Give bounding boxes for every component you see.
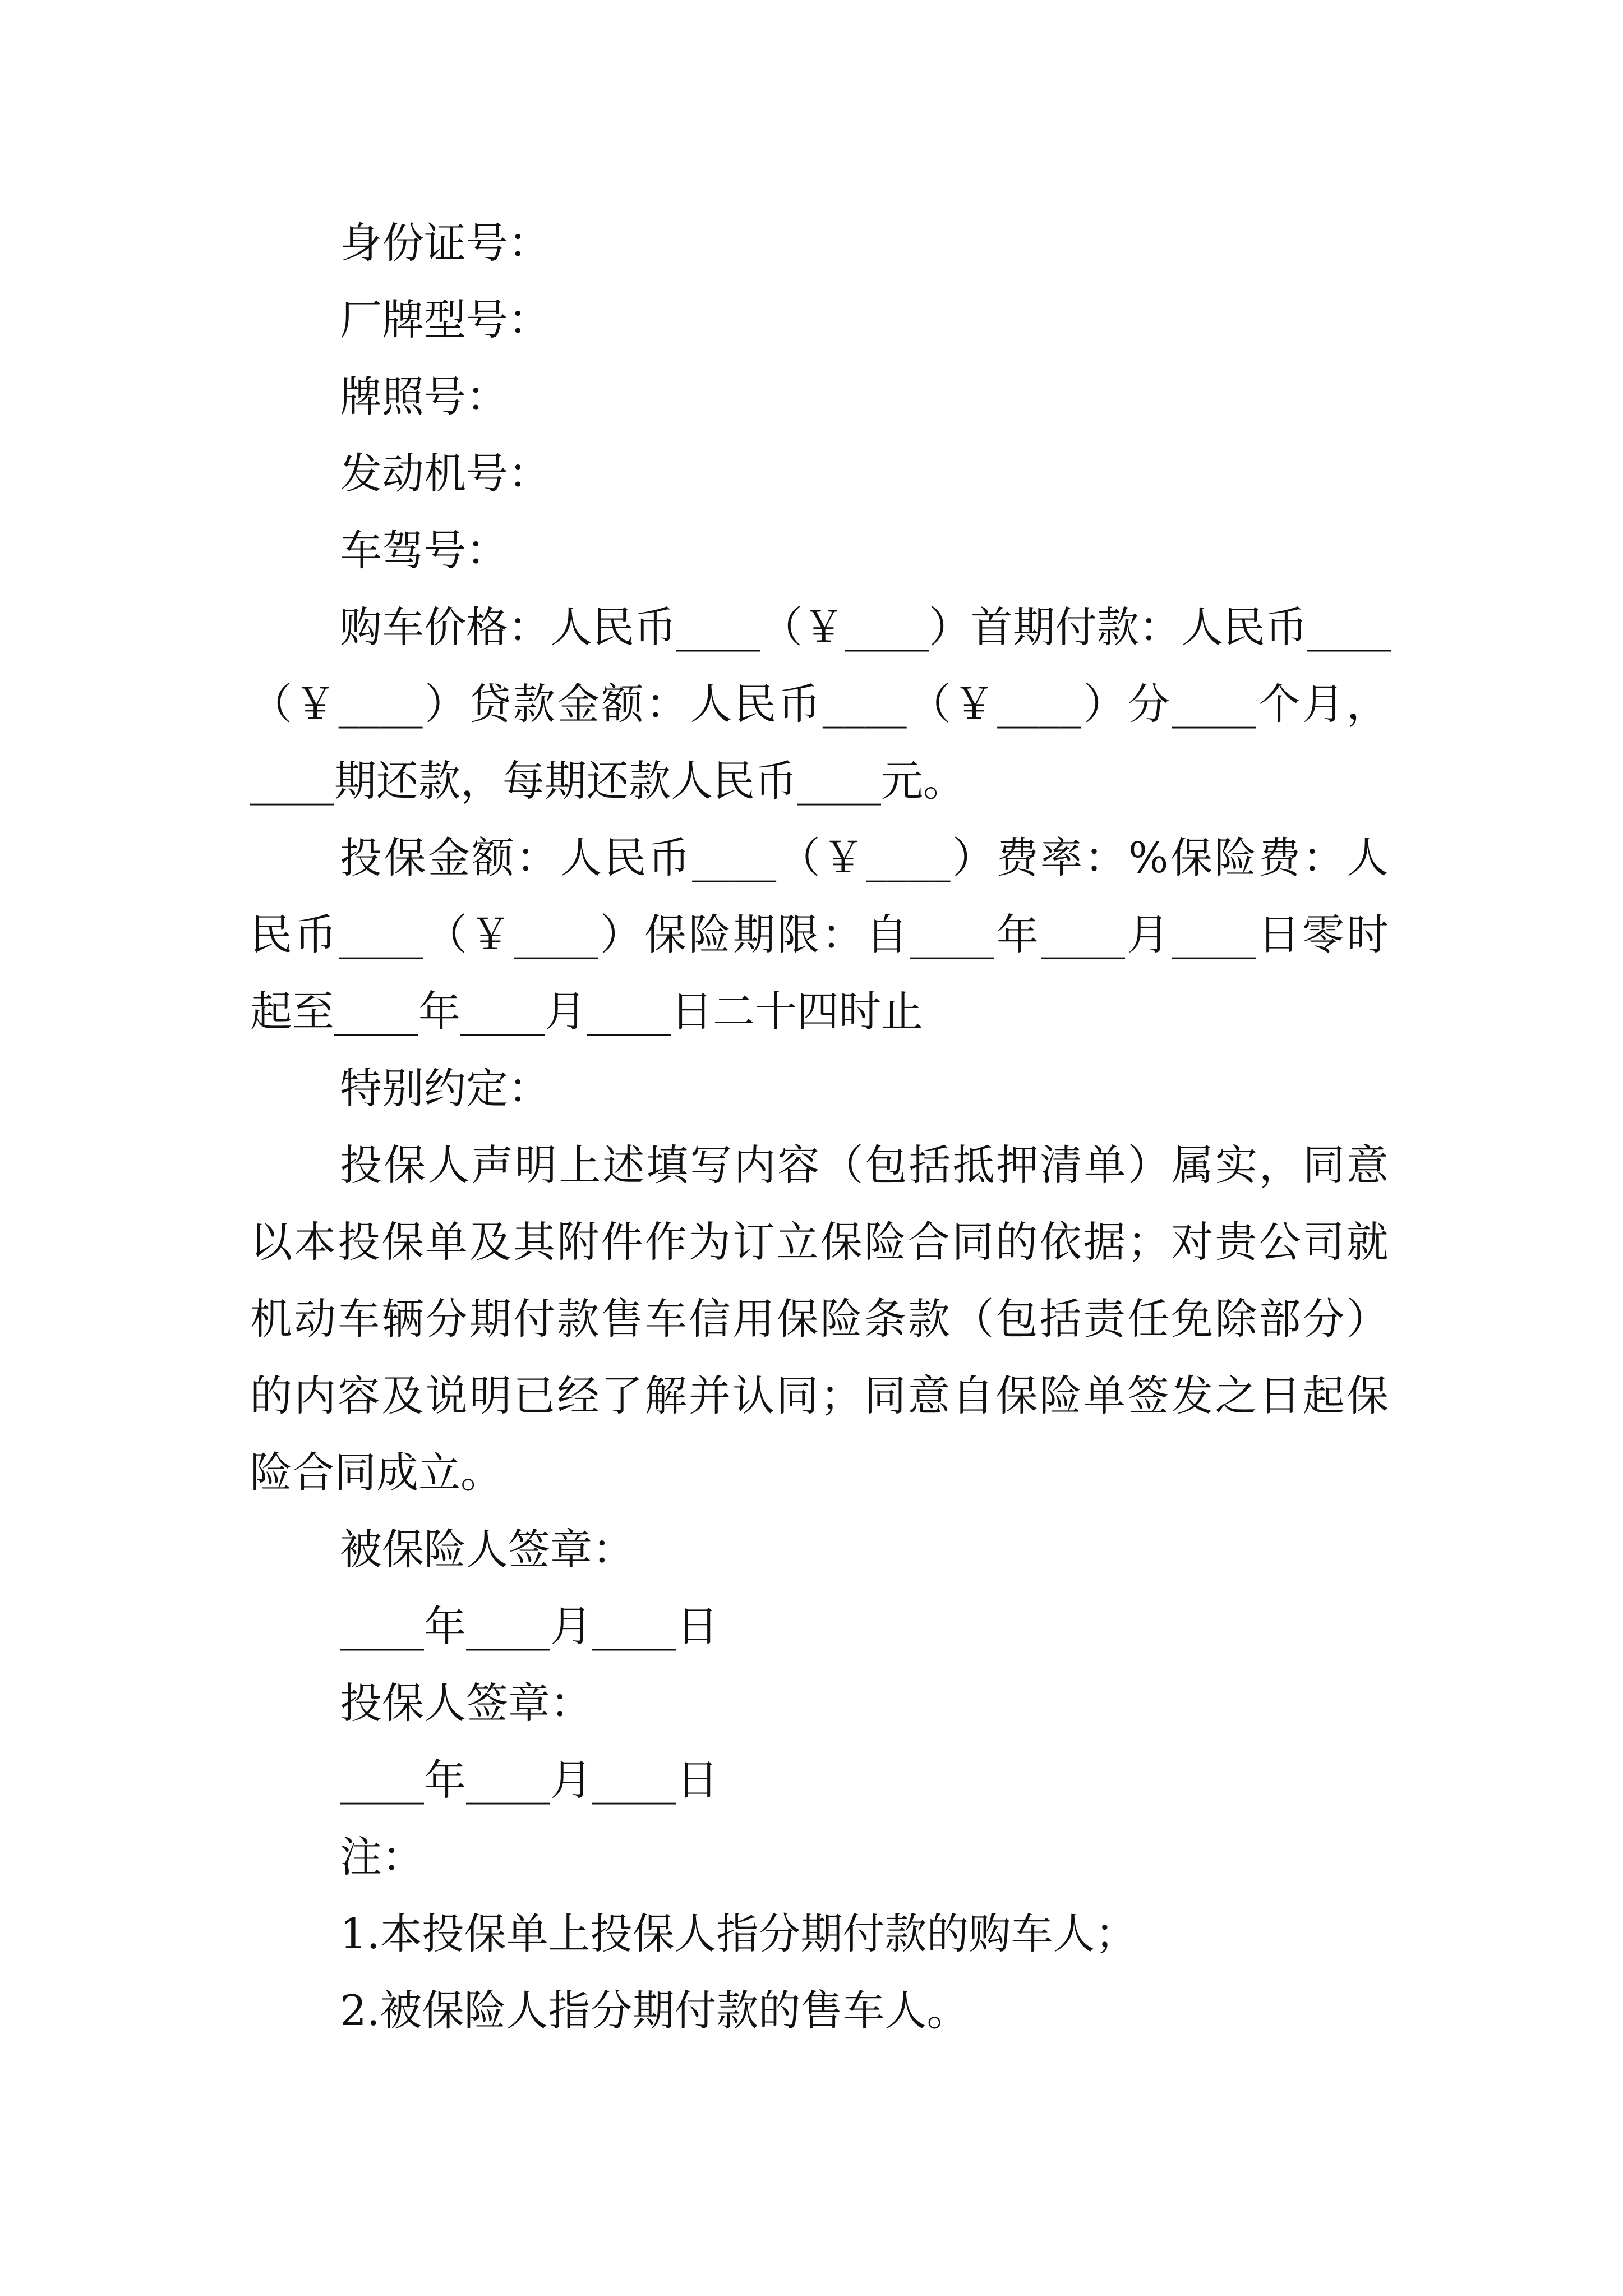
- document-line: 投保人声明上述填写内容（包括抵押清单）属实，同意: [340, 1140, 1389, 1190]
- document-line: （￥____）贷款金额：人民币____（￥____）分____个月，: [250, 679, 1389, 729]
- document-line: 的内容及说明已经了解并认同；同意自保险单签发之日起保: [250, 1371, 1389, 1420]
- document-line: 被保险人签章：: [340, 1525, 635, 1574]
- document-line: 1.本投保单上投保人指分期付款的购车人；: [340, 1909, 1137, 1958]
- document-line: ____期还款，每期还款人民币____元。: [250, 756, 966, 806]
- document-line: 特别约定：: [340, 1064, 551, 1113]
- document-line: 投保人签章：: [340, 1678, 593, 1728]
- document-line: ____年____月____日: [340, 1602, 719, 1651]
- document-line: 民币____（￥____）保险期限：自____年____月____日零时: [250, 910, 1389, 959]
- document-line: 厂牌型号：: [340, 295, 551, 344]
- document-line: 以本投保单及其附件作为订立保险合同的依据；对贵公司就: [250, 1217, 1389, 1267]
- document-line: 起至____年____月____日二十四时止: [250, 987, 924, 1036]
- document-body: [250, 205, 1392, 2049]
- document-line: 注：: [340, 1832, 425, 1881]
- document-line: 购车价格：人民币____（￥____）首期付款：人民币____: [340, 602, 1392, 652]
- document-line: 投保金额：人民币____（￥____）费率：%保险费：人: [340, 833, 1389, 882]
- document-line: 机动车辆分期付款售车信用保险条款（包括责任免除部分）: [250, 1294, 1389, 1343]
- document-line: 2.被保险人指分期付款的售车人。: [340, 1986, 969, 2035]
- document-line: 发动机号：: [340, 449, 551, 498]
- document-line: ____年____月____日: [340, 1755, 719, 1805]
- document-line: 车驾号：: [340, 526, 509, 575]
- document-line: 险合同成立。: [250, 1448, 503, 1497]
- document-line: 身份证号：: [340, 218, 551, 268]
- document-line: 牌照号：: [340, 372, 509, 421]
